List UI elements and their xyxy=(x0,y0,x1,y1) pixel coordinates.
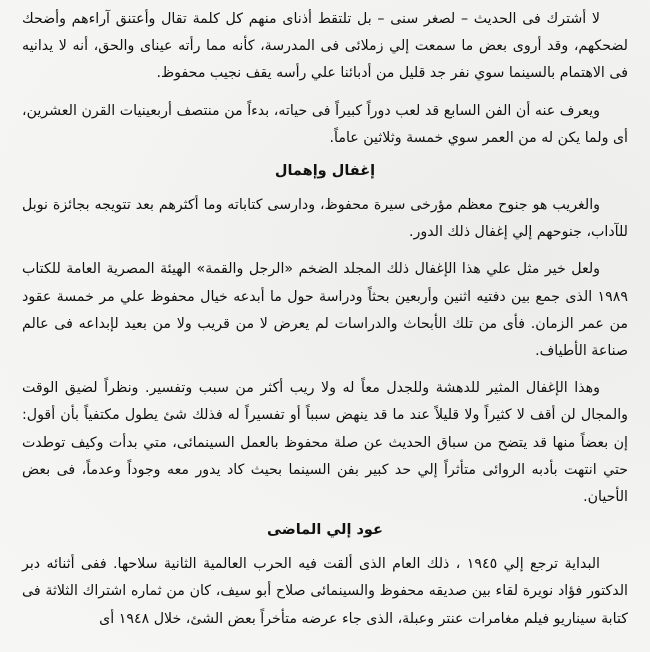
section-heading: إغفال وإهمال xyxy=(274,163,376,180)
paragraph: والغريب هو جنوح معظم مؤرخى سيرة محفوظ، ودارسى كتاباته وما أكثرهم بعد تتويجه بجائزة نوبل للآداب، جنوحهم إلي إغفال ذلك الدور. xyxy=(22,197,628,241)
paragraph: وهذا الإغفال المثير للدهشة وللجدل معاً له ولا ريب أكثر من سبب وتفسير. ونظراً لضيق الوقت والمجال لن أقف لا كثيراً ولا قليلاً عند ما قد ينهض سبباً أو تفسيراً له فذلك شئ يطول مكتفياً بأن أقول: إن بعضاً منها قد يتضح من سباق الحديث عن صلة محفوظ بالعمل السينمائى، متي بدأت وكيف توطدت حتي انتهت بأدبه الروائى متأثراً إلي حد كبير بفن السينما بحيث كاد يدور معه وجوداً وعدماً، فى بعض الأحيان. xyxy=(22,380,628,506)
paragraph: لا أشترك فى الحديث – لصغر سنى – بل تلتقط أذناى منهم كل كلمة تقال وأعتنق آراءهم وأضحك لضحكهم، وقد أروى بعض ما سمعت إلي زملائى فى المدرسة، كأنه مما رأته عيناى والحق، أنه لا يدانيه فى الاهتمام بالسينما سوي نفر جد قليل من أدبائنا علي رأسه يقف نجيب محفوظ. xyxy=(22,11,628,82)
paragraph: ويعرف عنه أن الفن السابع قد لعب دوراً كبيراً فى حياته، بدءاً من منتصف أربعينيات القرن العشرين، أى ولما يكن له من العمر سوي خمسة وثلاثين عاماً. xyxy=(22,102,628,146)
section-heading: عود إلي الماضى xyxy=(267,522,383,539)
paragraph: البداية ترجع إلي ١٩٤٥ ، ذلك العام الذى ألقت فيه الحرب العالمية الثانية سلاحها. ففى أثنائه دبر الدكتور فؤاد نويرة لقاء بين صديقه محفوظ والسينمائى صلاح أبو سيف، كان من ثماره اشتراك الثلاثة فى كتابة سيناريو فيلم مغامرات عنتر وعبلة، الذى جاء عرضه متأخراً بعض الشئ، خلال ١٩٤٨ أى xyxy=(22,556,628,627)
paragraph: ولعل خير مثل علي هذا الإغفال ذلك المجلد الضخم «الرجل والقمة» الهيئة المصرية العامة للكتاب ١٩٨٩ الذى جمع بين دفتيه اثنين وأربعين بحثاً ودراسة حول ما أبدعه خيال محفوظ علي مر خمسة عقود من عمر الزمان. فأى من تلك الأبحاث والدراسات لم يعرض لا من قريب ولا من بعيد لإبداعه فى عالم صناعة الأطياف. xyxy=(22,261,628,360)
